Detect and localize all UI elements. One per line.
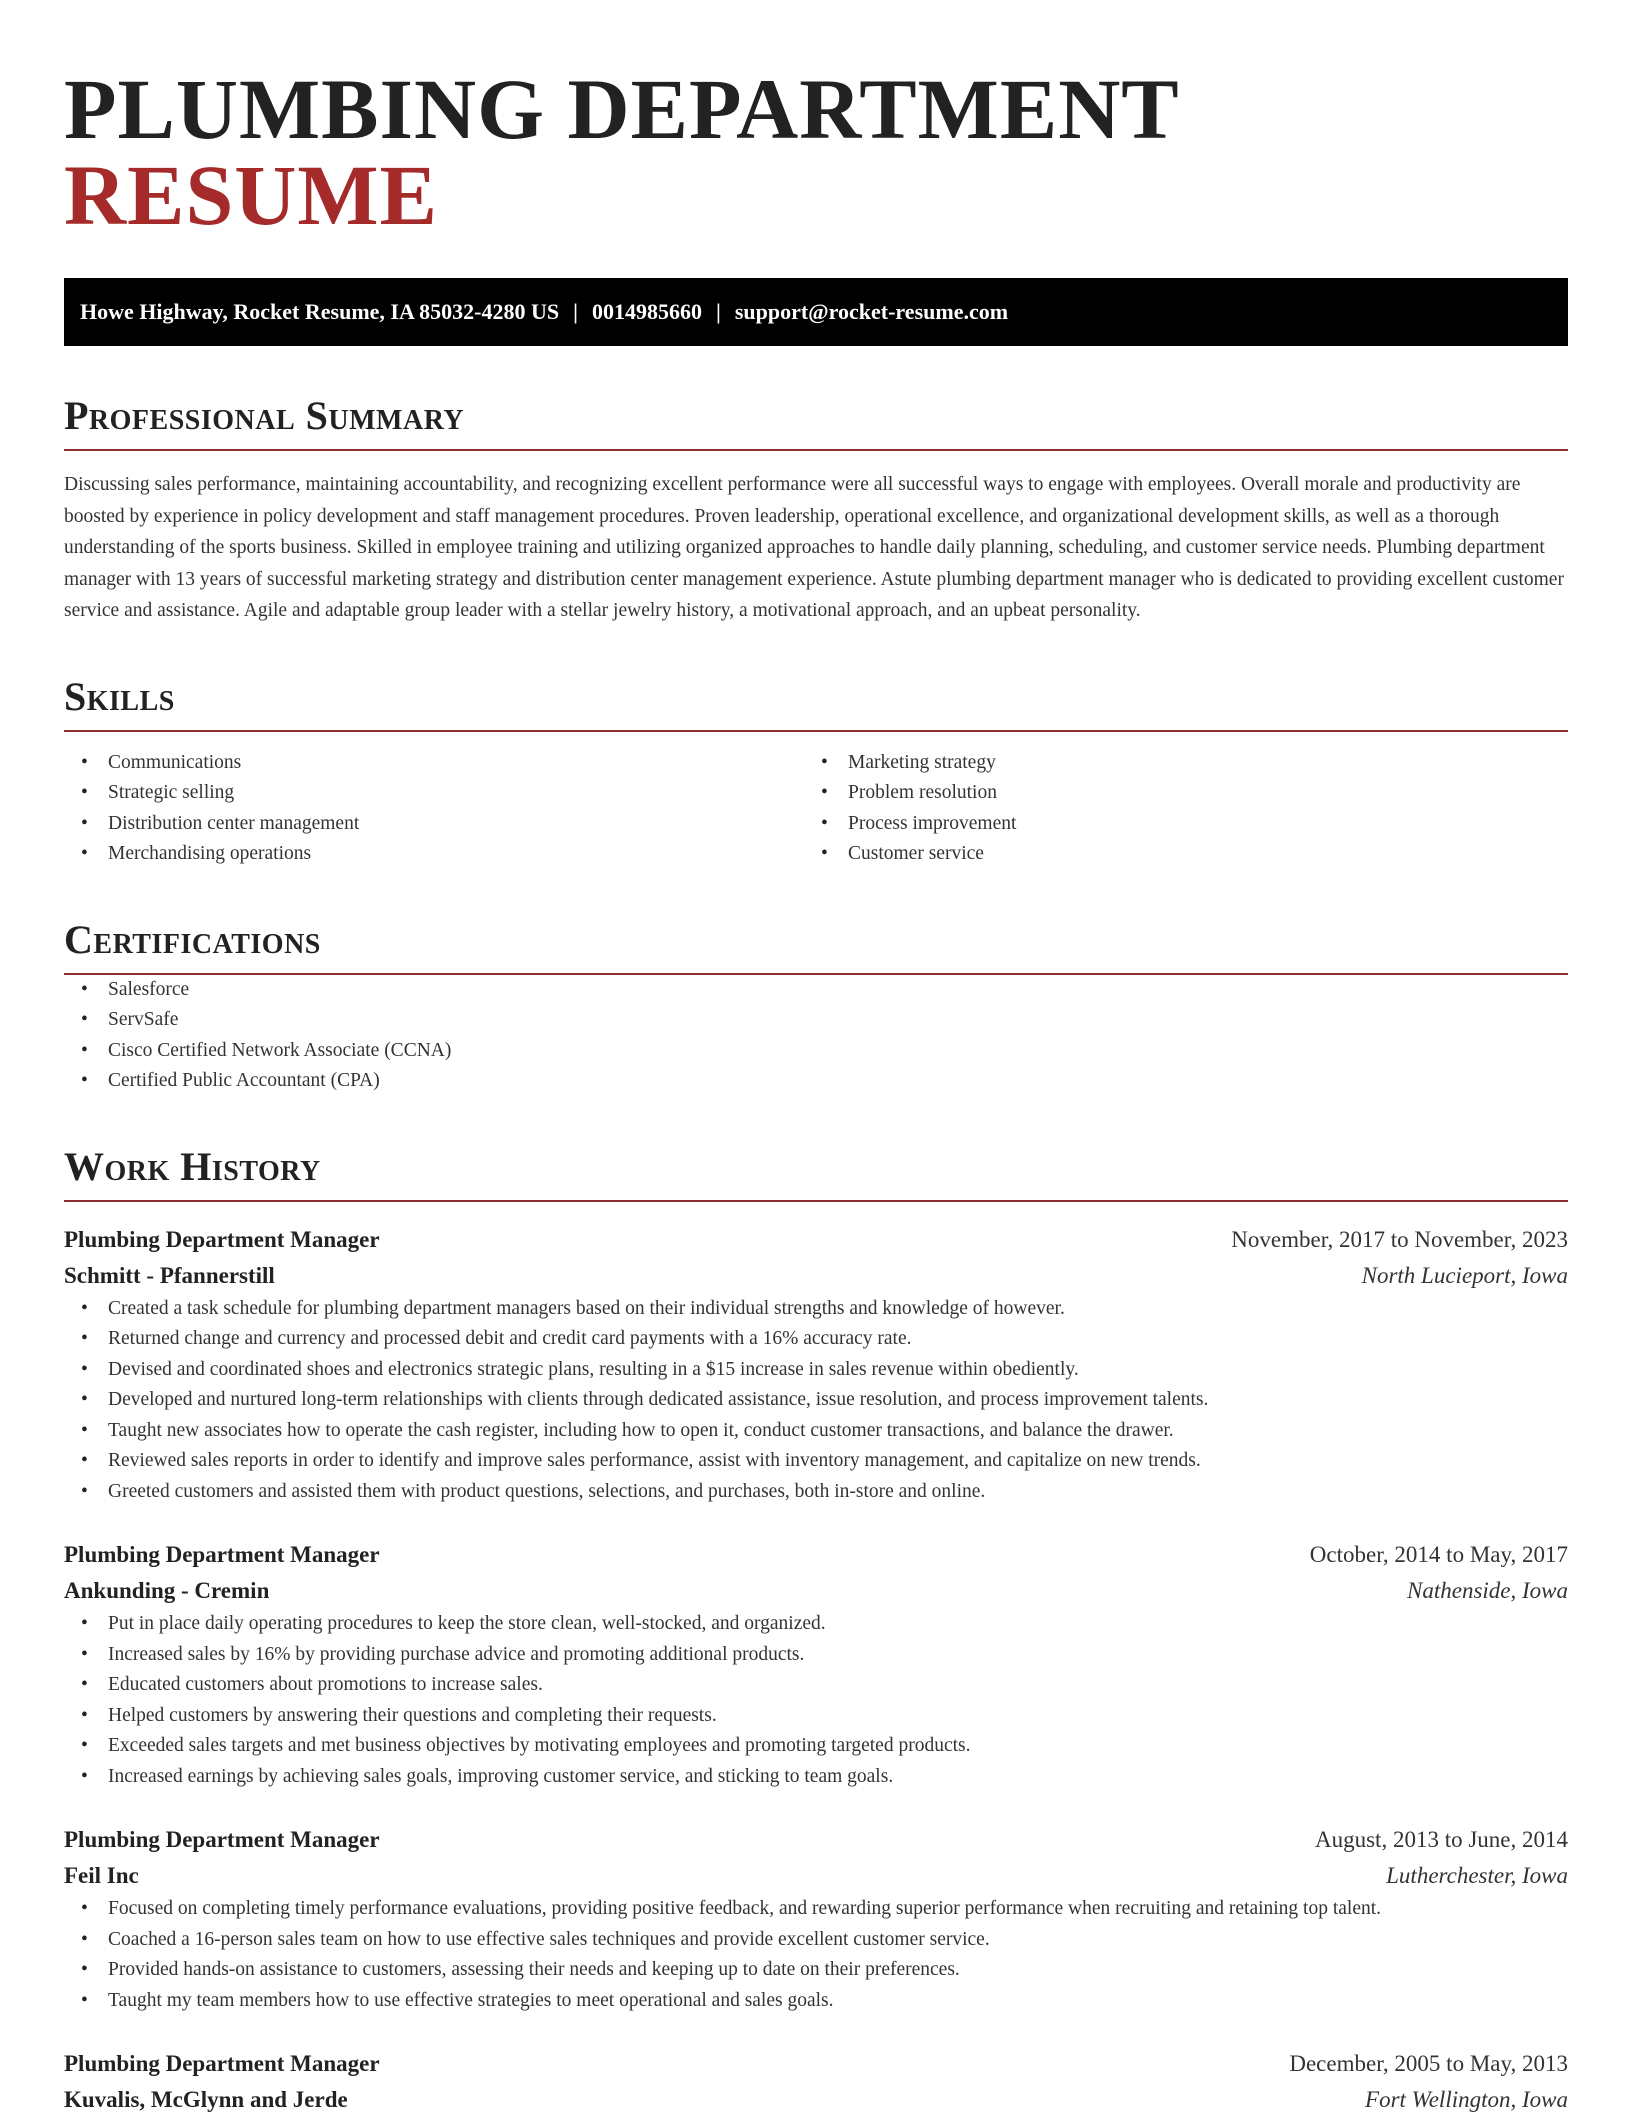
job-duty: • Focused on completing timely performance evaluations, providing positive feedback, and rewarding superior performance when recruiting and retaining top talent. (64, 1894, 1568, 1925)
job-company-row (64, 2082, 1568, 2118)
certification-item: • Cisco Certified Network Associate (CCNA) (64, 1036, 1568, 1067)
job-duty: • Greeted customers and assisted them with product questions, selections, and purchases, both in-store and online. (64, 1477, 1568, 1508)
skill-item: • Distribution center management (64, 809, 804, 840)
job-company: Schmitt - Pfannerstill (64, 1258, 275, 1294)
resume-title (64, 66, 1568, 238)
job-location: Fort Wellington, Iowa (1365, 2082, 1568, 2118)
contact-phone: 0014985660 (592, 299, 702, 325)
job-duty: • Provided hands-on assistance to customers, assessing their needs and keeping up to date on their preferences. (64, 1955, 1568, 1986)
job-dates: November, 2017 to November, 2023 (1231, 1222, 1568, 1258)
job-duty: • Devised and coordinated shoes and electronics strategic plans, resulting in a $15 increase in sales revenue within obediently. (64, 1355, 1568, 1386)
job-duty: • Taught my team members how to use effective strategies to meet operational and sales goals. (64, 1986, 1568, 2017)
skill-item: • Marketing strategy (804, 748, 1544, 779)
job-duty: • Reviewed sales reports in order to identify and improve sales performance, assist with inventory management, and capitalize on new trends. (64, 1446, 1568, 1477)
summary-heading: Professional Summary (64, 392, 1568, 451)
job-duty: • Increased earnings by achieving sales goals, improving customer service, and sticking to team goals. (64, 1762, 1568, 1793)
title-accent: RESUME (64, 147, 438, 243)
job-dates: August, 2013 to June, 2014 (1315, 1822, 1568, 1858)
job-duty: • Returned change and currency and processed debit and credit card payments with a 16% accuracy rate. (64, 1324, 1568, 1355)
certification-item: • Certified Public Accountant (CPA) (64, 1066, 1568, 1097)
skill-item: • Problem resolution (804, 778, 1544, 809)
job-entry (64, 1822, 1568, 2016)
skill-item: • Customer service (804, 839, 1544, 870)
job-company: Feil Inc (64, 1858, 139, 1894)
contact-bar (64, 278, 1568, 346)
job-location: North Lucieport, Iowa (1362, 1258, 1568, 1294)
certifications-heading: Certifications (64, 916, 1568, 975)
job-duty: • Taught new associates how to operate the cash register, including how to open it, conduct customer transactions, and balance the drawer. (64, 1416, 1568, 1447)
job-header-row (64, 2046, 1568, 2082)
skill-item: • Process improvement (804, 809, 1544, 840)
skill-item: • Strategic selling (64, 778, 804, 809)
skill-item: • Communications (64, 748, 804, 779)
certifications-section (64, 916, 1568, 1097)
title-main: PLUMBING DEPARTMENT (64, 61, 1178, 157)
job-dates: December, 2005 to May, 2013 (1289, 2046, 1568, 2082)
job-title: Plumbing Department Manager (64, 2046, 380, 2082)
summary-section (64, 392, 1568, 627)
job-duty: • Helped customers by answering their questions and completing their requests. (64, 1701, 1568, 1732)
job-company-row (64, 1573, 1568, 1609)
job-duty: • Increased sales by 16% by providing purchase advice and promoting additional products. (64, 1640, 1568, 1671)
job-duty: • Coached a 16-person sales team on how to use effective sales techniques and provide excellent customer service. (64, 1925, 1568, 1956)
job-company: Ankunding - Cremin (64, 1573, 269, 1609)
skill-item: • Merchandising operations (64, 839, 804, 870)
certification-item: • Salesforce (64, 975, 1568, 1006)
job-title: Plumbing Department Manager (64, 1822, 380, 1858)
job-duties-list (64, 1894, 1568, 2016)
job-company-row (64, 1258, 1568, 1294)
job-duties-list (64, 1294, 1568, 1508)
contact-address: Howe Highway, Rocket Resume, IA 85032-4280 US (80, 299, 559, 325)
skills-heading: Skills (64, 673, 1568, 732)
contact-email: support@rocket-resume.com (735, 299, 1008, 325)
job-duty: • Put in place daily operating procedures to keep the store clean, well-stocked, and organized. (64, 1609, 1568, 1640)
job-header-row (64, 1822, 1568, 1858)
certifications-list (64, 975, 1568, 1097)
job-location: Nathenside, Iowa (1407, 1573, 1568, 1609)
skills-list-right (804, 748, 1544, 870)
job-header-row (64, 1537, 1568, 1573)
job-title: Plumbing Department Manager (64, 1222, 380, 1258)
job-location: Lutherchester, Iowa (1386, 1858, 1568, 1894)
skills-list-left (64, 748, 804, 870)
contact-separator: | (573, 299, 578, 325)
job-header-row (64, 1222, 1568, 1258)
job-duty: • Developed and nurtured long-term relationships with clients through dedicated assistance, issue resolution, and process improvement talents. (64, 1385, 1568, 1416)
job-entry (64, 1222, 1568, 1508)
job-dates: October, 2014 to May, 2017 (1310, 1537, 1568, 1573)
work-history-section (64, 1143, 1568, 2118)
contact-separator: | (716, 299, 721, 325)
job-title: Plumbing Department Manager (64, 1537, 380, 1573)
skills-section (64, 673, 1568, 870)
job-entry (64, 2046, 1568, 2118)
job-duty: • Created a task schedule for plumbing department managers based on their individual strengths and knowledge of however. (64, 1294, 1568, 1325)
certification-item: • ServSafe (64, 1005, 1568, 1036)
job-duty: • Exceeded sales targets and met business objectives by motivating employees and promoting targeted products. (64, 1731, 1568, 1762)
skills-columns (64, 748, 1568, 870)
resume-content (64, 54, 1568, 2118)
job-company-row (64, 1858, 1568, 1894)
summary-text: Discussing sales performance, maintaining accountability, and recognizing excellent performance were all successful ways to engage with employees. Overall morale and productivity are boosted by experience in policy development and staff management procedures. Proven leadership, operational excellence, and organizational development skills, as well as a thorough understanding of the sports business. Skilled in employee training and utilizing organized approaches to handle daily planning, scheduling, and customer service needs. Plumbing department manager with 13 years of successful marketing strategy and distribution center management experience. Astute plumbing department manager who is dedicated to providing excellent customer service and assistance. Agile and adaptable group leader with a stellar jewelry history, a motivational approach, and an upbeat personality. (64, 469, 1568, 627)
job-duty: • Educated customers about promotions to increase sales. (64, 1670, 1568, 1701)
work-history-heading: Work History (64, 1143, 1568, 1202)
job-company: Kuvalis, McGlynn and Jerde (64, 2082, 348, 2118)
job-duties-list (64, 1609, 1568, 1792)
job-entry (64, 1537, 1568, 1792)
